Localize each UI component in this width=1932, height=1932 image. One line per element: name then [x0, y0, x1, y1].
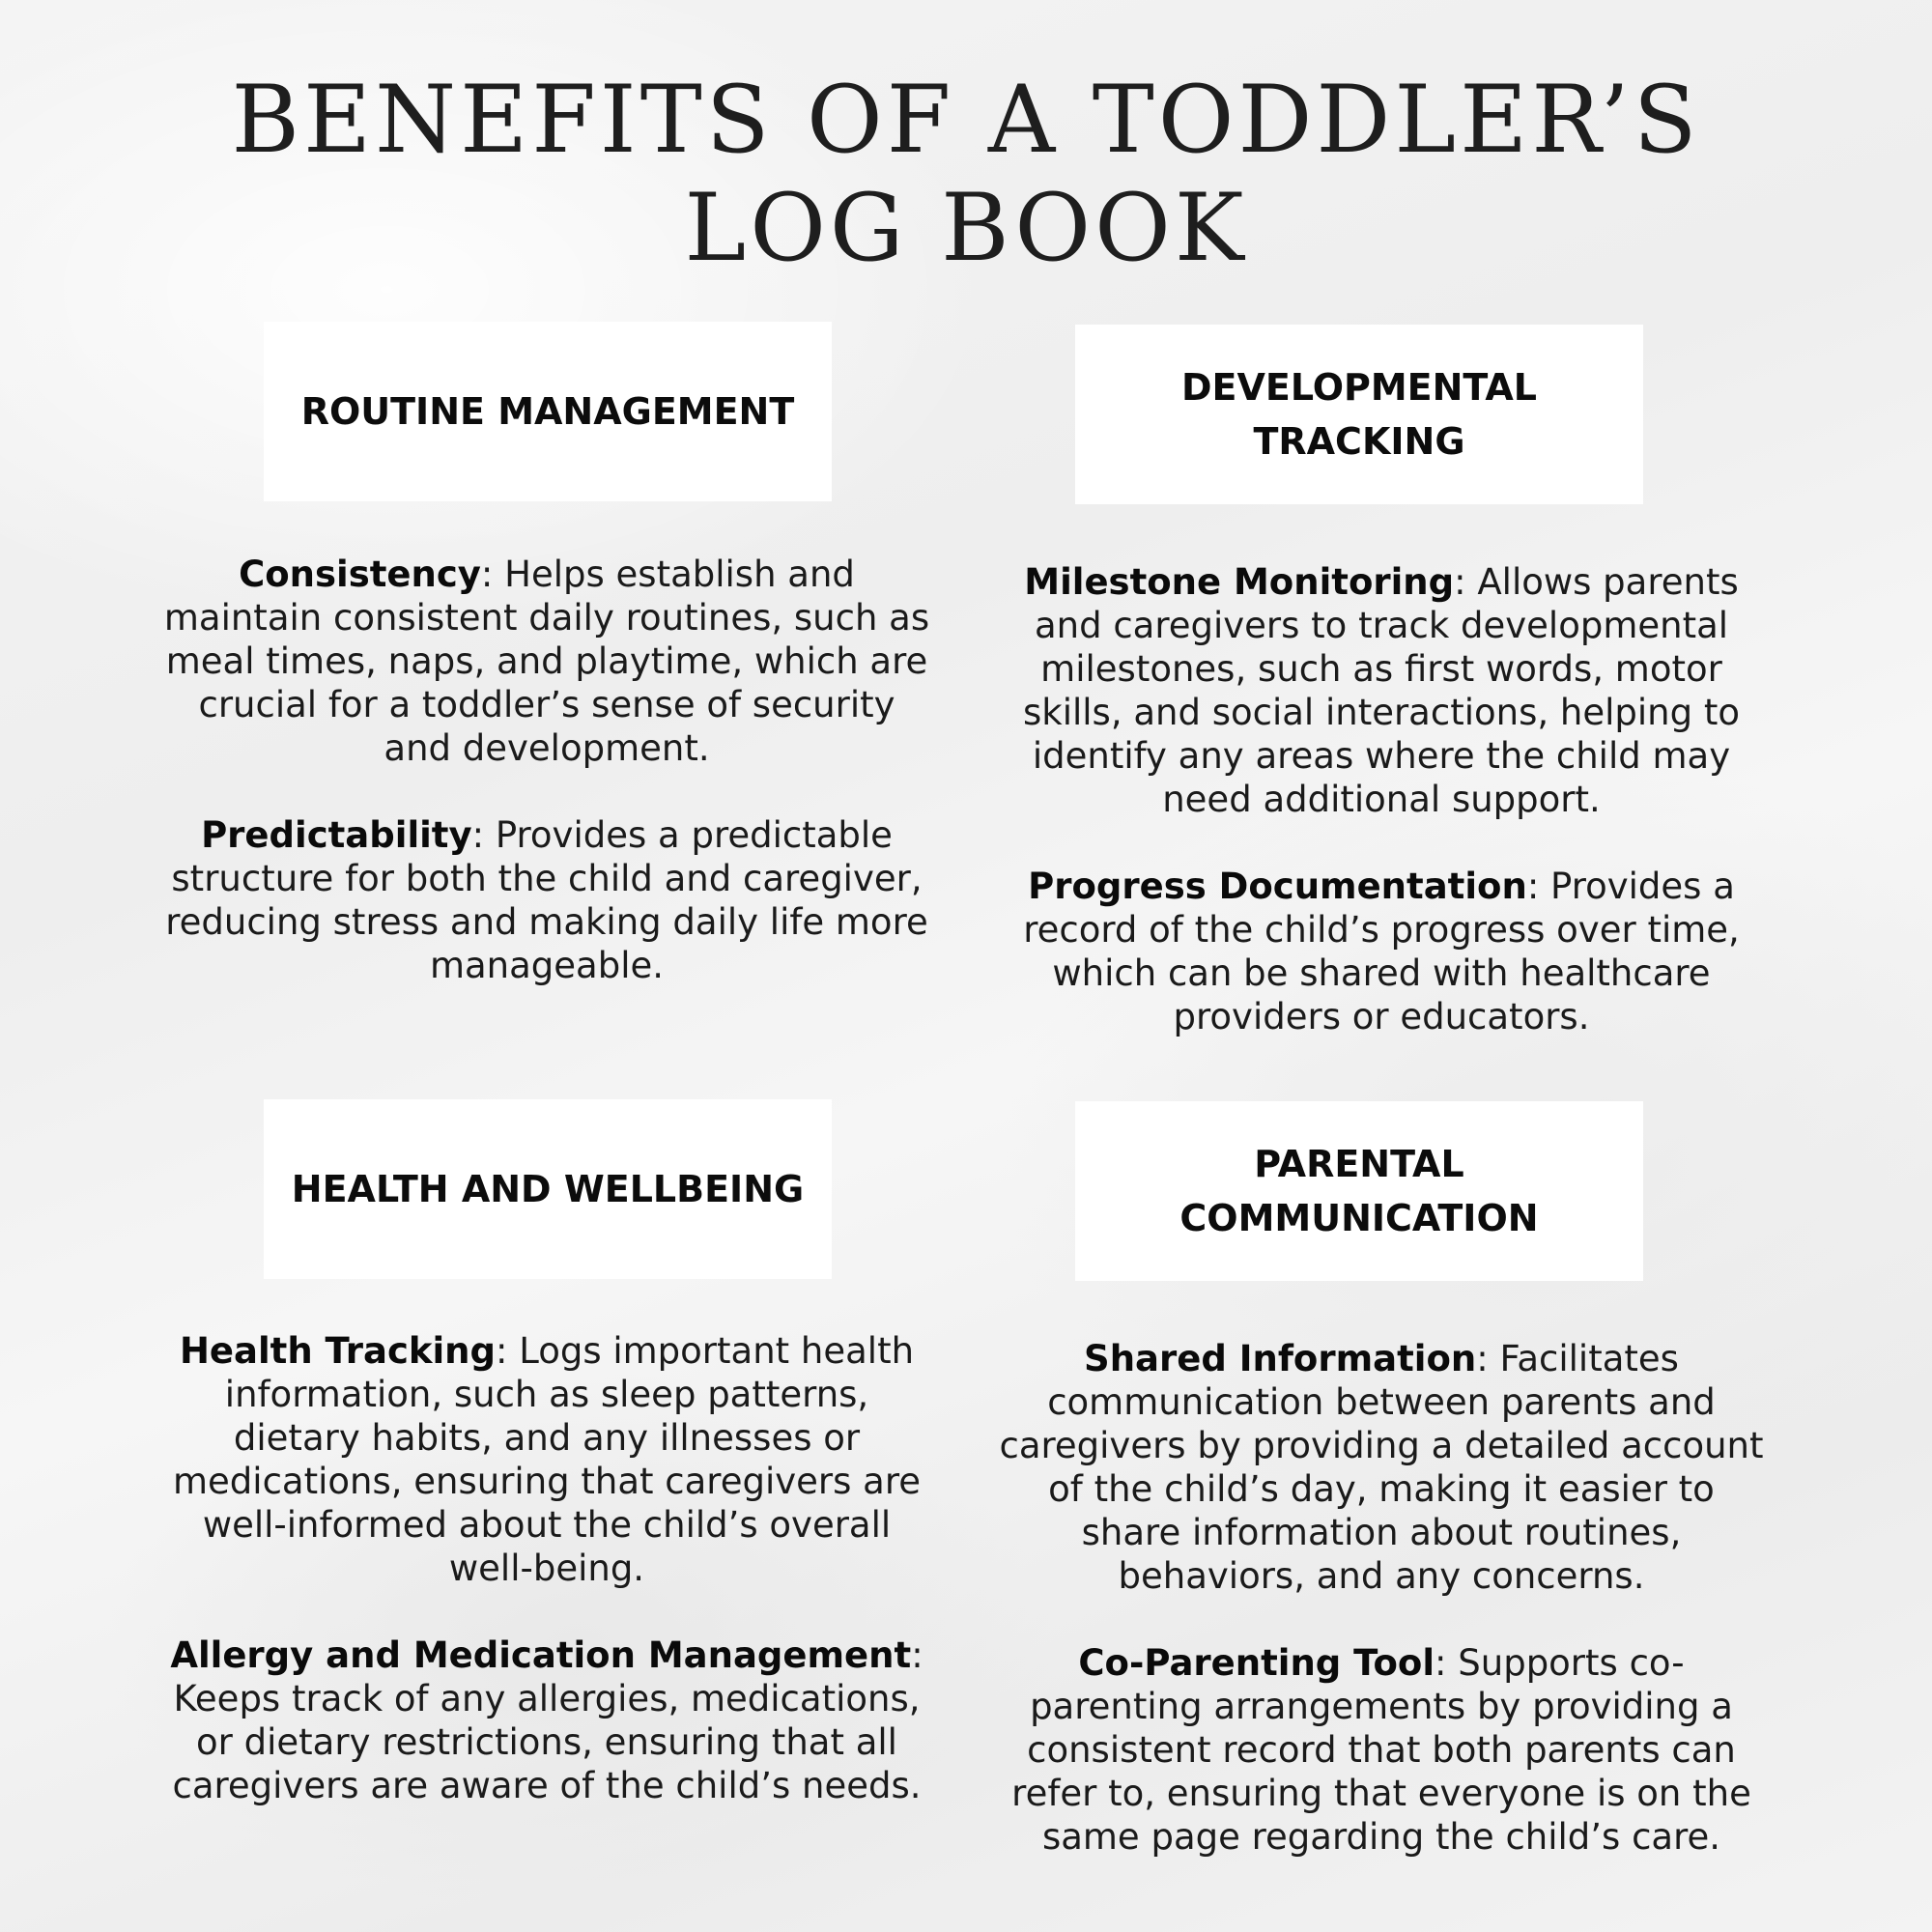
benefit-paragraph: Progress Documentation: Provides a record of the child’s progress over time, which can be shared with healthcare providers or educators.: [1023, 866, 1740, 1037]
benefit-text: Facilitates communication between parents and caregivers by providing a detailed account of the child’s day, making it easier to share information about routines, behaviors, and any concerns.: [999, 1338, 1764, 1597]
section-header-health-and-wellbeing: [264, 1099, 832, 1279]
page-title: [0, 66, 1932, 282]
benefit-term: Allergy and Medication Management: [170, 1634, 912, 1676]
benefit-paragraph: Milestone Monitoring: Allows parents and caregivers to track developmental milestones, such as first words, motor skills, and social interactions, helping to identify any areas where the child may need additional support.: [1023, 561, 1740, 820]
benefit-term: Milestone Monitoring: [1024, 561, 1455, 603]
benefit-text: Helps establish and maintain consistent daily routines, such as meal times, naps, and playtime, which are crucial for a toddler’s sense of security and development.: [163, 554, 930, 769]
benefit-term: Progress Documentation: [1028, 866, 1527, 907]
benefit-text: Allows parents and caregivers to track developmental milestones, such as first words, motor skills, and social interactions, helping to identify any areas where the child may need additional support.: [1023, 561, 1740, 820]
section-heading: PARENTAL COMMUNICATION: [1179, 1143, 1539, 1239]
benefit-term: Co-Parenting Tool: [1078, 1642, 1435, 1684]
benefit-term: Predictability: [201, 814, 472, 856]
benefit-paragraph: Co-Parenting Tool: Supports co-parenting arrangements by providing a consistent record that both parents can refer to, ensuring that everyone is on the same page regarding the child’s care.: [1011, 1642, 1751, 1858]
section-body-developmental-tracking: [995, 560, 1768, 1082]
page-title-line-1: BENEFITS OF A TODDLER’S: [231, 66, 1701, 174]
section-header-parental-communication: [1075, 1101, 1643, 1281]
section-heading: HEALTH AND WELLBEING: [291, 1168, 805, 1210]
page-title-line-2: LOG BOOK: [684, 174, 1248, 282]
section-heading: ROUTINE MANAGEMENT: [300, 390, 795, 433]
benefit-text: Logs important health information, such as sleep patterns, dietary habits, and any illnesses or medications, ensuring that caregivers are well-informed about the child’s overall well-being.: [173, 1330, 921, 1589]
benefit-text: Keeps track of any allergies, medications, or dietary restrictions, ensuring that all caregivers are aware of the child’s needs.: [172, 1678, 922, 1806]
benefit-paragraph: Consistency: Helps establish and maintain consistent daily routines, such as meal times, naps, and playtime, which are crucial for a toddler’s sense of security and development.: [163, 554, 930, 769]
section-body-parental-communication: [995, 1337, 1768, 1902]
benefit-term: Health Tracking: [179, 1330, 496, 1372]
section-body-health-and-wellbeing: [160, 1329, 933, 1851]
benefit-term: Consistency: [239, 554, 481, 595]
section-header-routine-management: [264, 322, 832, 501]
benefit-paragraph: Predictability: Provides a predictable structure for both the child and caregiver, reducing stress and making daily life more manageable.: [165, 814, 928, 986]
benefit-paragraph: Allergy and Medication Management: Keeps track of any allergies, medications, or dietary restrictions, ensuring that all caregivers are aware of the child’s needs.: [170, 1634, 923, 1806]
benefit-paragraph: Shared Information: Facilitates communication between parents and caregivers by providing a detailed account of the child’s day, making it easier to share information about routines, behaviors, and any concerns.: [999, 1338, 1764, 1597]
benefit-text: Provides a predictable structure for both the child and caregiver, reducing stress and making daily life more manageable.: [165, 814, 928, 986]
section-header-developmental-tracking: [1075, 325, 1643, 504]
benefit-term: Shared Information: [1084, 1338, 1477, 1379]
benefit-text: Provides a record of the child’s progress over time, which can be shared with healthcare providers or educators.: [1023, 866, 1740, 1037]
benefit-paragraph: Health Tracking: Logs important health information, such as sleep patterns, dietary habits, and any illnesses or medications, ensuring that caregivers are well-informed about the child’s overall well-being.: [173, 1330, 921, 1589]
section-heading: DEVELOPMENTAL TRACKING: [1180, 366, 1538, 463]
section-body-routine-management: [160, 553, 933, 1031]
benefit-text: Supports co-parenting arrangements by providing a consistent record that both parents can refer to, ensuring that everyone is on the same page regarding the child’s care.: [1011, 1642, 1751, 1858]
